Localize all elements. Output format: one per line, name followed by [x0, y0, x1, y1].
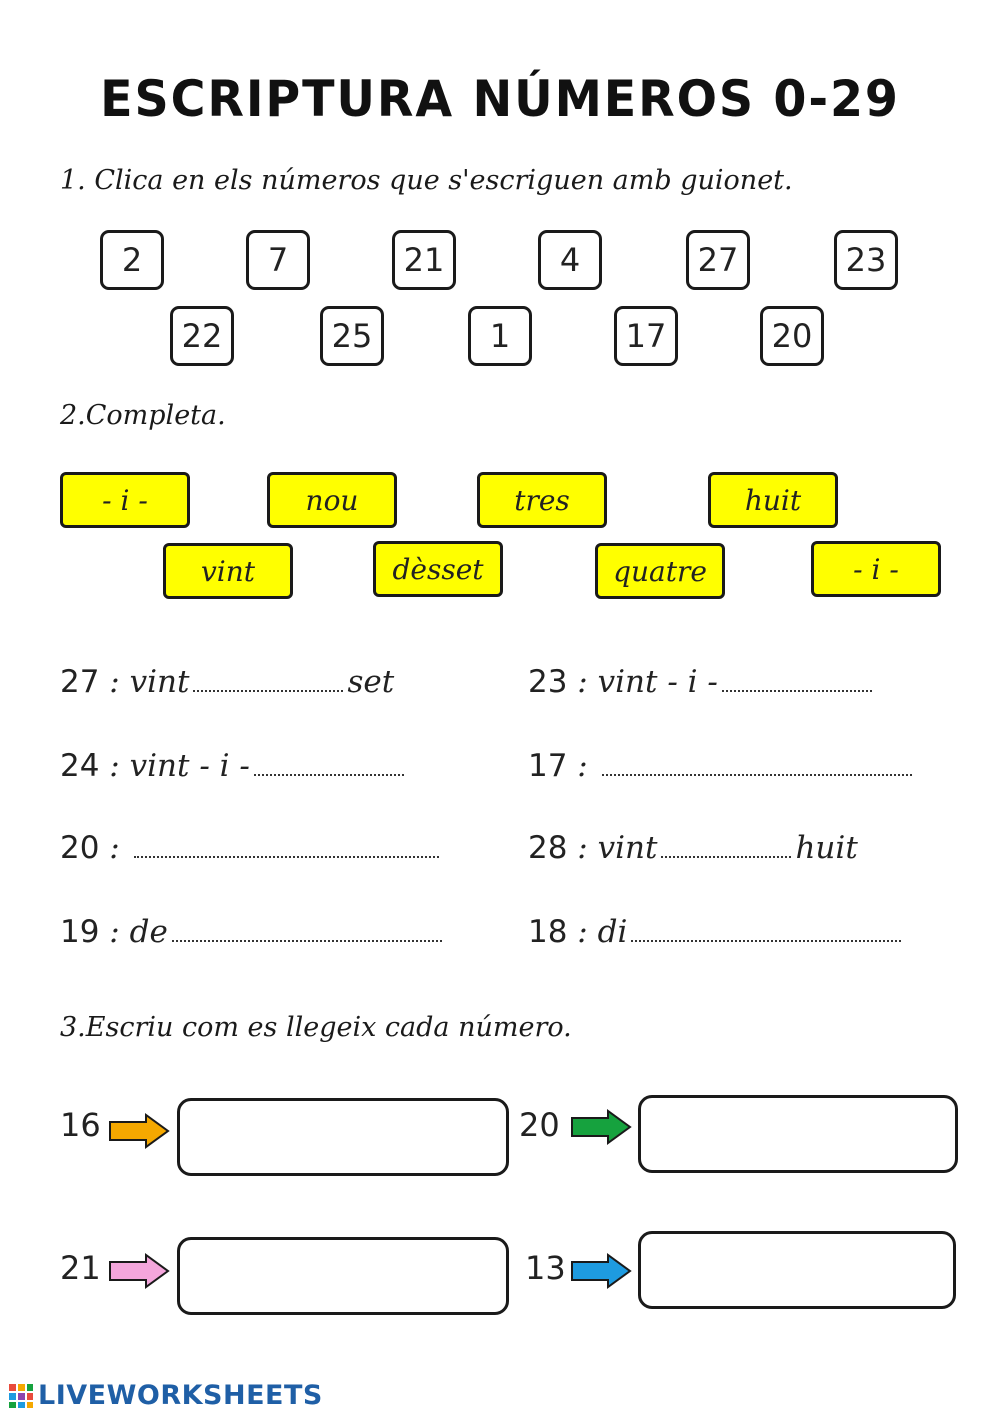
item-number: 16 [60, 1106, 101, 1144]
exercise-line [60, 914, 446, 950]
number-box[interactable]: 17 [614, 306, 678, 366]
exercise-line [528, 664, 876, 700]
number-box[interactable]: 21 [392, 230, 456, 290]
exercise-suffix: huit [795, 830, 858, 866]
exercise-line [60, 664, 394, 700]
word-chip[interactable]: - i - [60, 472, 190, 528]
arrow-right-icon [108, 1113, 170, 1149]
exercise-line [528, 748, 916, 784]
answer-blank[interactable] [722, 672, 872, 692]
exercise-prefix: vint - i - [597, 664, 718, 700]
exercise-number: 28 [528, 830, 568, 866]
answer-blank[interactable] [134, 838, 439, 858]
word-chip[interactable]: quatre [595, 543, 725, 599]
exercise-prefix: di [597, 914, 628, 950]
word-chip[interactable]: vint [163, 543, 293, 599]
item-number: 13 [525, 1249, 566, 1287]
section2-instruction: 2.Completa. [60, 400, 226, 431]
answer-box[interactable] [638, 1231, 956, 1309]
exercise-number: 27 [60, 664, 100, 700]
exercise-separator: : [99, 664, 130, 700]
exercise-line [60, 748, 408, 784]
exercise-separator: : [99, 830, 130, 866]
arrow-right-icon [108, 1253, 170, 1289]
exercise-separator: : [567, 830, 598, 866]
answer-blank[interactable] [602, 756, 912, 776]
number-box[interactable]: 20 [760, 306, 824, 366]
number-box[interactable]: 4 [538, 230, 602, 290]
logo-grid-icon [8, 1383, 34, 1409]
exercise-line [528, 914, 905, 950]
answer-blank[interactable] [631, 922, 901, 942]
exercise-separator: : [99, 748, 130, 784]
exercise-number: 18 [528, 914, 568, 950]
word-chip[interactable]: tres [477, 472, 607, 528]
liveworksheets-logo [8, 1380, 323, 1411]
exercise-separator: : [567, 664, 598, 700]
number-box[interactable]: 2 [100, 230, 164, 290]
number-box[interactable]: 23 [834, 230, 898, 290]
exercise-line [60, 830, 443, 866]
arrow-right-icon [570, 1109, 632, 1145]
answer-blank[interactable] [661, 838, 791, 858]
exercise-separator: : [99, 914, 130, 950]
word-chip[interactable]: dèsset [373, 541, 503, 597]
exercise-number: 19 [60, 914, 100, 950]
number-box[interactable]: 22 [170, 306, 234, 366]
answer-box[interactable] [177, 1098, 509, 1176]
exercise-separator: : [567, 748, 598, 784]
exercise-number: 17 [528, 748, 568, 784]
word-chip[interactable]: huit [708, 472, 838, 528]
answer-blank[interactable] [254, 756, 404, 776]
answer-box[interactable] [638, 1095, 958, 1173]
word-chip[interactable]: - i - [811, 541, 941, 597]
number-box[interactable]: 25 [320, 306, 384, 366]
exercise-separator: : [567, 914, 598, 950]
word-chip[interactable]: nou [267, 472, 397, 528]
section3-instruction: 3.Escriu com es llegeix cada número. [60, 1012, 572, 1043]
page-title: ESCRIPTURA NÚMEROS 0-29 [100, 70, 900, 128]
item-number: 20 [519, 1106, 560, 1144]
exercise-prefix: de [129, 914, 168, 950]
exercise-line [528, 830, 858, 866]
answer-blank[interactable] [193, 672, 343, 692]
arrow-right-icon [570, 1253, 632, 1289]
exercise-number: 23 [528, 664, 568, 700]
exercise-prefix: vint - i - [129, 748, 250, 784]
exercise-number: 24 [60, 748, 100, 784]
number-box[interactable]: 1 [468, 306, 532, 366]
section1-instruction: 1. Clica en els números que s'escriguen amb guionet. [60, 165, 793, 196]
exercise-number: 20 [60, 830, 100, 866]
exercise-suffix: set [347, 664, 395, 700]
exercise-prefix: vint [597, 830, 658, 866]
number-box[interactable]: 27 [686, 230, 750, 290]
logo-text: LIVEWORKSHEETS [38, 1380, 323, 1411]
number-box[interactable]: 7 [246, 230, 310, 290]
answer-blank[interactable] [172, 922, 442, 942]
exercise-prefix: vint [129, 664, 190, 700]
answer-box[interactable] [177, 1237, 509, 1315]
item-number: 21 [60, 1249, 101, 1287]
